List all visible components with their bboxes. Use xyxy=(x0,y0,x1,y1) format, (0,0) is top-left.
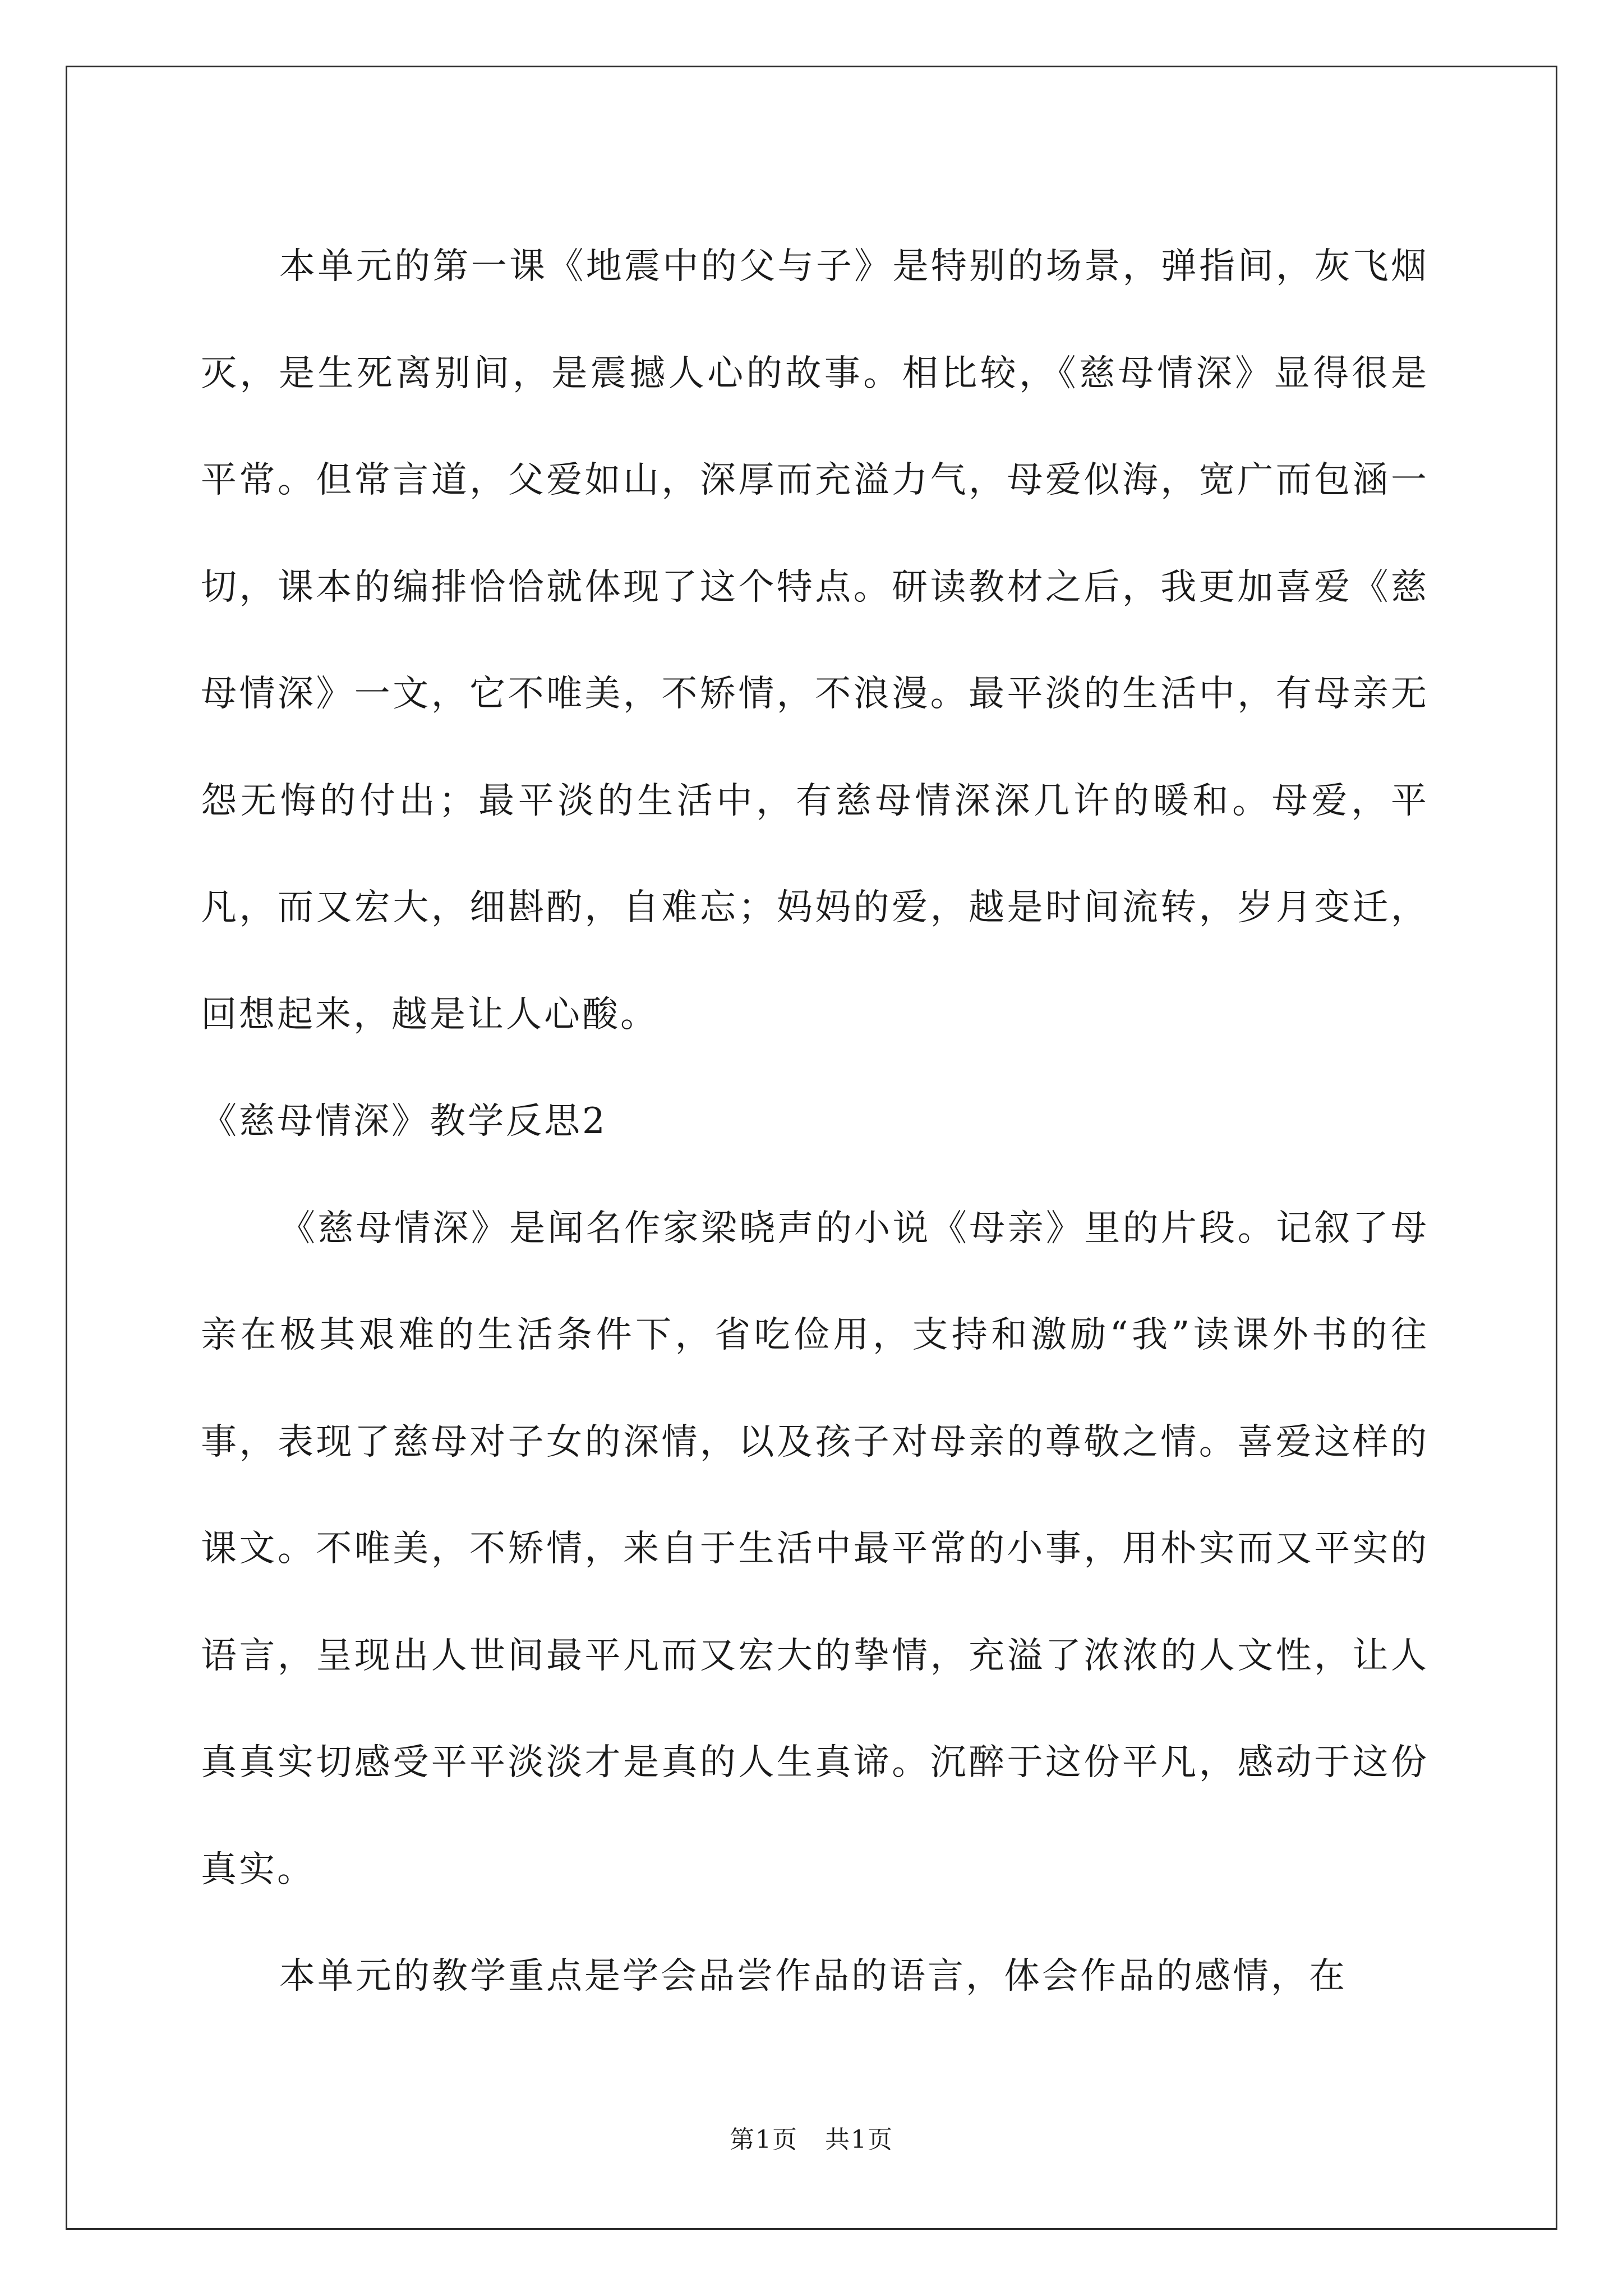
section-heading: 《慈母情深》教学反思2 xyxy=(201,1101,607,1142)
paragraph-1: 本单元的第一课《地震中的父与子》是特别的场景，弹指间，灰飞烟灭，是生死离别间，是震撼人心的故事。相比较，《慈母情深》显得很是平常。但常言道，父爱如山，深厚而充溢力气，母爱似海，宽广而包涵一切，课本的编排恰恰就体现了这个特点。研读教材之后，我更加喜爱《慈母情深》一文，它不唯美，不矫情，不浪漫。最平淡的生活中，有母亲无怨无悔的付出；最平淡的生活中，有慈母情深深几许的暖和。母爱，平凡，而又宏大，细斟酌，自难忘；妈妈的爱，越是时间流转，岁月变迁，回想起来，越是让人心酸。 xyxy=(201,246,1429,1036)
document-body xyxy=(201,213,1429,2030)
paragraph-3: 本单元的教学重点是学会品尝作品的语言，体会作品的感情，在 xyxy=(279,1955,1347,1997)
paragraph-2: 《慈母情深》是闻名作家梁晓声的小说《母亲》里的片段。记叙了母亲在极其艰难的生活条件下，省吃俭用，支持和激励“我”读课外书的往事，表现了慈母对子女的深情，以及孩子对母亲的尊敬之情。喜爱这样的课文。不唯美，不矫情，来自于生活中最平常的小事，用朴实而又平实的语言，呈现出人世间最平凡而又宏大的挚情，充溢了浓浓的人文性，让人真真实切感受平平淡淡才是真的人生真谛。沉醉于这份平凡，感动于这份真实。 xyxy=(201,1207,1429,1890)
page-footer: 第1页 共1页 xyxy=(730,2125,893,2154)
